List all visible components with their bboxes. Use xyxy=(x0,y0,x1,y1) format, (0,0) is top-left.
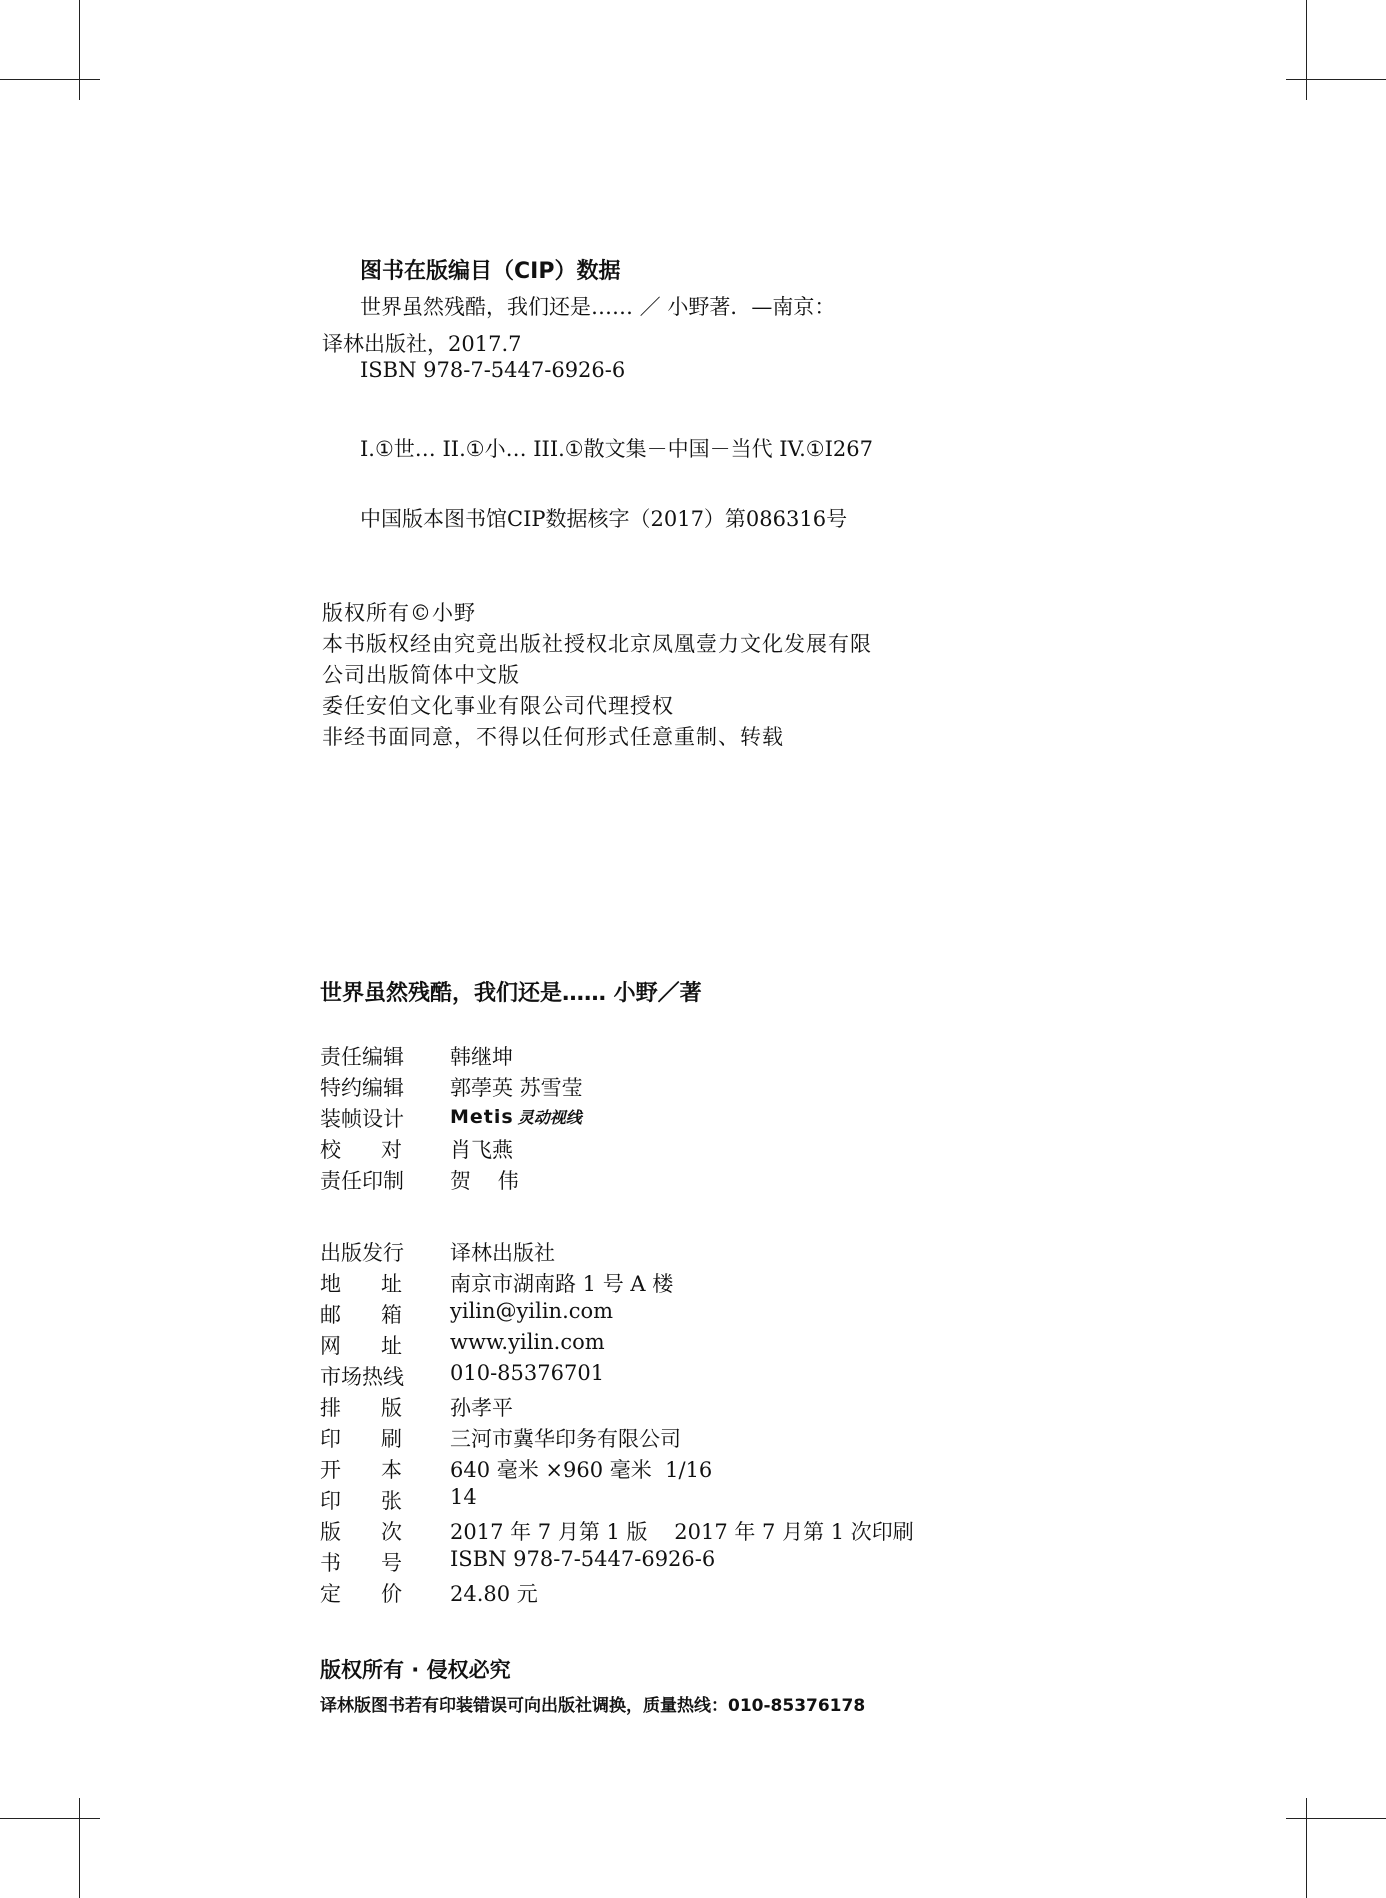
cip-verification: 中国版本图书馆CIP数据核字（2017）第086316号 xyxy=(360,507,848,531)
publishing-label: 邮 箱 xyxy=(320,1303,403,1327)
design-logo-latin: Metis xyxy=(450,1106,514,1128)
credit-value: 郭荸英 苏雪莹 xyxy=(450,1076,583,1100)
publishing-value: 南京市湖南路 1 号 A 楼 xyxy=(450,1272,674,1296)
publishing-label: 版 次 xyxy=(320,1520,403,1544)
credit-label: 校 对 xyxy=(320,1138,403,1162)
publishing-value: 640 毫米 ×960 毫米 1/16 xyxy=(450,1458,713,1482)
publishing-label: 定 价 xyxy=(320,1582,403,1606)
design-logo xyxy=(450,1104,582,1128)
crop-mark-top-right-h xyxy=(1286,79,1386,80)
crop-mark-bottom-right-h xyxy=(1286,1818,1386,1819)
publishing-label: 印 张 xyxy=(320,1489,403,1513)
publishing-value: ISBN 978-7-5447-6926-6 xyxy=(450,1547,716,1571)
crop-mark-bottom-left-h xyxy=(0,1818,100,1819)
publishing-label: 地 址 xyxy=(320,1272,403,1296)
copyright-line: 委任安伯文化事业有限公司代理授权 xyxy=(322,694,674,718)
credit-label: 特约编辑 xyxy=(320,1076,404,1100)
copyright-line: 本书版权经由究竟出版社授权北京凤凰壹力文化发展有限 xyxy=(322,632,872,656)
publishing-label: 出版发行 xyxy=(320,1241,404,1265)
cip-publisher-line: 译林出版社，2017.7 xyxy=(322,332,522,356)
cip-isbn: ISBN 978-7-5447-6926-6 xyxy=(360,358,626,382)
publishing-label: 书 号 xyxy=(320,1551,403,1575)
crop-mark-top-left-v xyxy=(79,0,80,100)
copyright-line: 版权所有©小野 xyxy=(322,601,476,625)
publishing-label: 市场热线 xyxy=(320,1365,404,1389)
publishing-value: 译林出版社 xyxy=(450,1241,555,1265)
credit-value: 韩继坤 xyxy=(450,1045,513,1069)
publishing-value: 2017 年 7 月第 1 版 2017 年 7 月第 1 次印刷 xyxy=(450,1520,914,1544)
crop-mark-bottom-left-v xyxy=(79,1798,80,1898)
publishing-label: 开 本 xyxy=(320,1458,403,1482)
publishing-value: yilin@yilin.com xyxy=(450,1299,614,1323)
credit-value: 贺 伟 xyxy=(450,1169,519,1193)
publishing-label: 排 版 xyxy=(320,1396,403,1420)
publishing-value: 三河市冀华印务有限公司 xyxy=(450,1427,681,1451)
credit-label: 责任编辑 xyxy=(320,1045,404,1069)
publishing-label: 印 刷 xyxy=(320,1427,403,1451)
cip-classification: I.①世… II.①小… III.①散文集－中国－当代 IV.①I267 xyxy=(360,437,873,461)
cip-title-line: 世界虽然残酷，我们还是…… ／ 小野著．—南京： xyxy=(360,295,836,319)
credit-label: 责任印制 xyxy=(320,1169,404,1193)
publishing-value: 14 xyxy=(450,1485,477,1509)
book-title-line: 世界虽然残酷，我们还是…… 小野／著 xyxy=(320,981,702,1006)
crop-mark-top-left-h xyxy=(0,79,100,80)
crop-mark-top-right-v xyxy=(1306,0,1307,100)
rights-reserved: 版权所有 · 侵权必究 xyxy=(320,1658,511,1682)
crop-mark-bottom-right-v xyxy=(1306,1798,1307,1898)
copyright-line: 公司出版简体中文版 xyxy=(322,663,520,687)
cip-heading: 图书在版编目（CIP）数据 xyxy=(360,259,621,284)
publishing-value: 010-85376701 xyxy=(450,1361,605,1385)
publishing-value: www.yilin.com xyxy=(450,1330,605,1354)
credit-value: 肖飞燕 xyxy=(450,1138,513,1162)
publishing-label: 网 址 xyxy=(320,1334,403,1358)
copyright-line: 非经书面同意，不得以任何形式任意重制、转载 xyxy=(322,725,784,749)
credit-label: 装帧设计 xyxy=(320,1107,404,1131)
publishing-value: 24.80 元 xyxy=(450,1582,538,1606)
publishing-value: 孙孝平 xyxy=(450,1396,513,1420)
quality-notice: 译林版图书若有印装错误可向出版社调换，质量热线：010-85376178 xyxy=(320,1696,866,1716)
design-logo-cn: 灵动视线 xyxy=(517,1108,582,1127)
